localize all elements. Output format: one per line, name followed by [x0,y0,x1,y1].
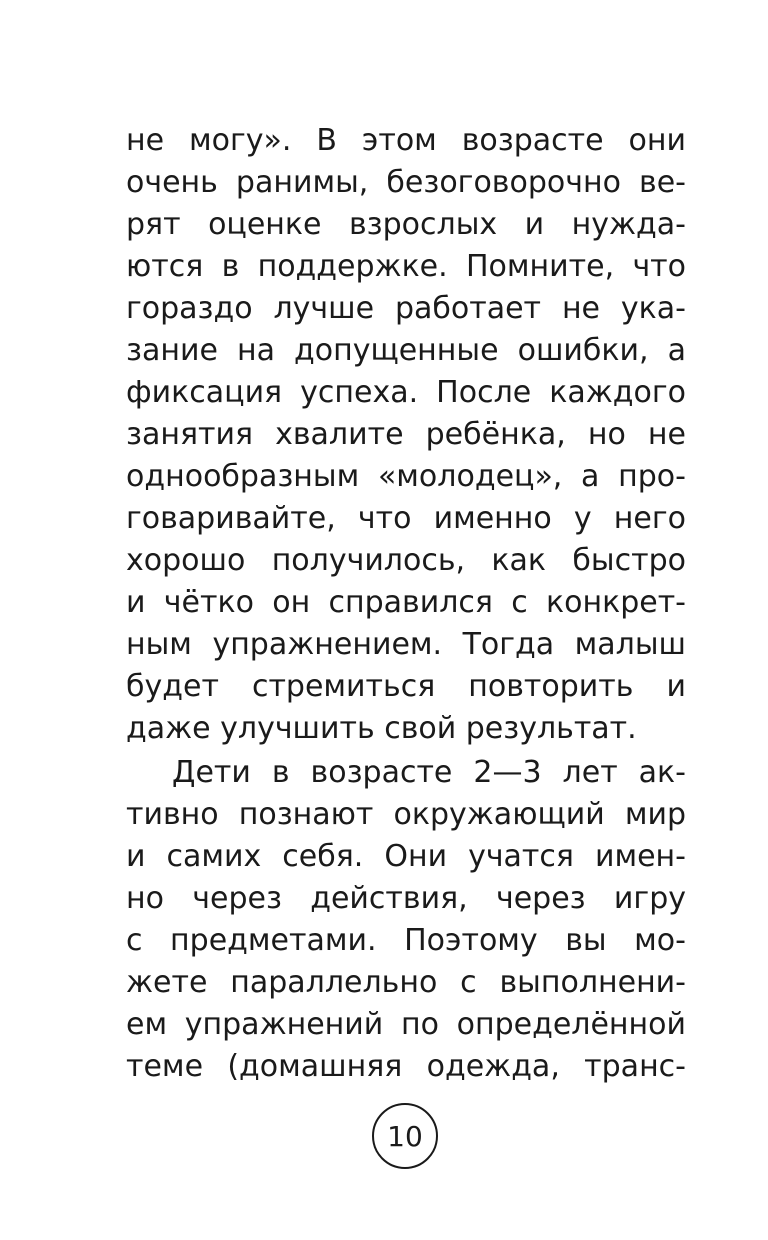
text-line: теме (домашняя одежда, транс- [126,1049,686,1084]
text-line: рят оценке взрослых и нужда- [126,207,686,242]
text-line: с предметами. Поэтому вы мо- [126,923,686,958]
text-line: будет стремиться повторить и [126,669,686,704]
text-line: хорошо получилось, как быстро [126,543,686,578]
text-line: очень ранимы, безоговорочно ве- [126,165,686,200]
text-line: жете параллельно с выполнени- [126,965,686,1000]
page-number: 10 [372,1103,438,1169]
text-line: ным упражнением. Тогда малыш [126,627,686,662]
text-line: Дети в возрасте 2—3 лет ак- [172,755,686,790]
text-line: занятия хвалите ребёнка, но не [126,417,686,452]
text-line: не могу». В этом возрасте они [126,123,686,158]
text-line: даже улучшить свой результат. [126,711,637,746]
text-line: и самих себя. Они учатся имен- [126,839,686,874]
text-line: ем упражнений по определённой [126,1007,686,1042]
text-line: тивно познают окружающий мир [126,797,686,832]
text-line: зание на допущенные ошибки, а [126,333,686,368]
text-line: фиксация успеха. После каждого [126,375,686,410]
text-line: но через действия, через игру [126,881,686,916]
text-line: гораздо лучше работает не ука- [126,291,686,326]
text-line: говаривайте, что именно у него [126,501,686,536]
text-line: однообразным «молодец», а про- [126,459,686,494]
text-line: ются в поддержке. Помните, что [126,249,686,284]
text-line: и чётко он справился с конкрет- [126,585,686,620]
